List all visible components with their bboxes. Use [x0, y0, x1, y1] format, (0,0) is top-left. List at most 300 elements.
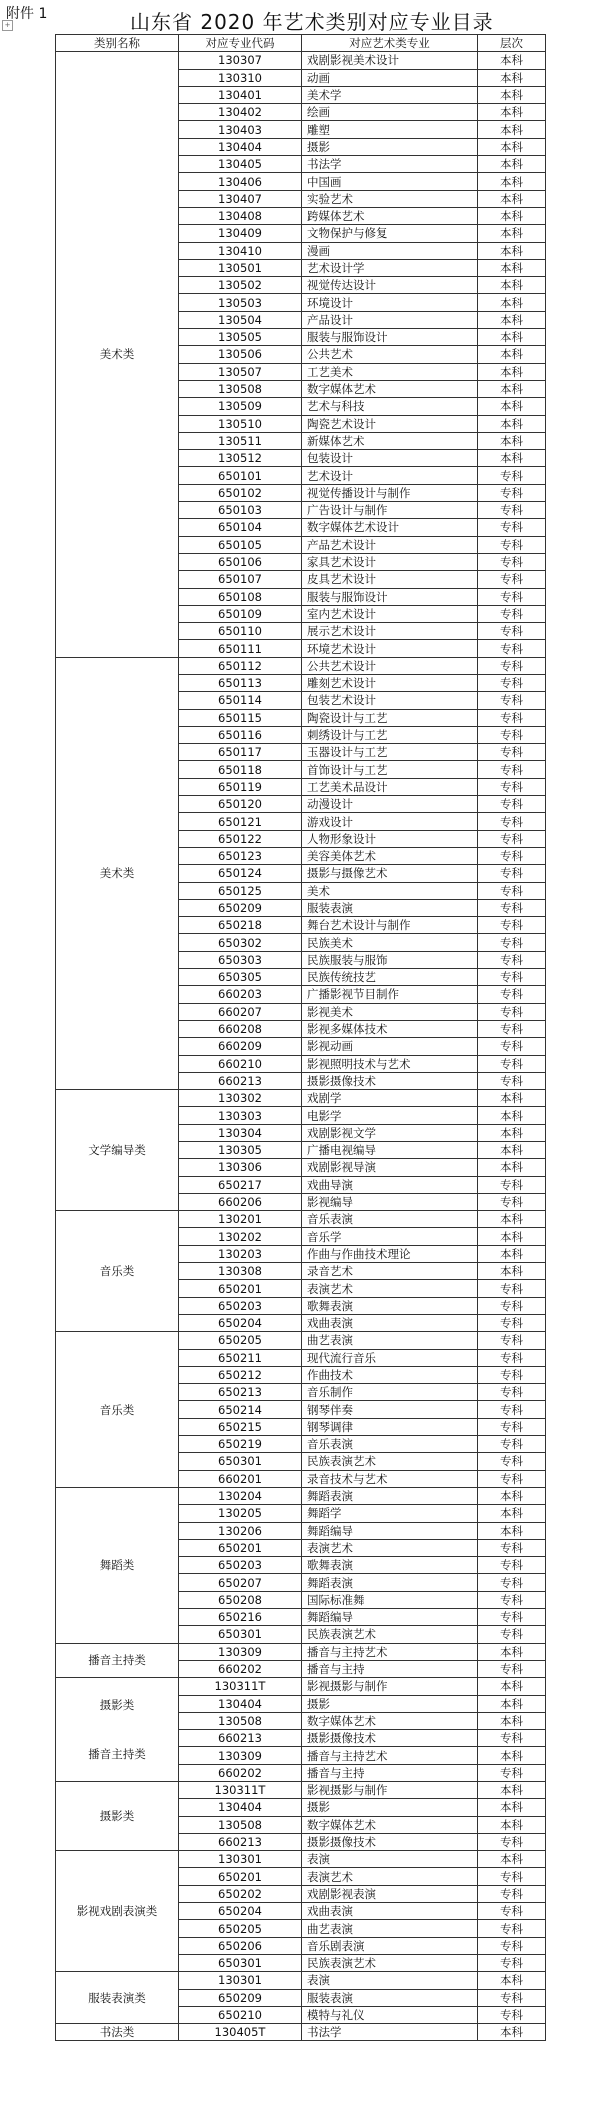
level-cell: 专科 — [478, 744, 546, 761]
major-code-cell: 650301 — [179, 1453, 302, 1470]
table-row — [56, 1972, 546, 1989]
category-cell: 舞蹈类 — [56, 1487, 179, 1643]
level-cell: 专科 — [478, 1193, 546, 1210]
major-code-cell: 650206 — [179, 1937, 302, 1954]
major-name-cell: 舞蹈编导 — [302, 1609, 478, 1626]
level-cell: 本科 — [478, 1090, 546, 1107]
major-name-cell: 影视动画 — [302, 1038, 478, 1055]
level-cell: 专科 — [478, 605, 546, 622]
major-name-cell: 电影学 — [302, 1107, 478, 1124]
major-name-cell: 影视摄影与制作 — [302, 1678, 478, 1695]
major-name-cell: 摄影 — [302, 1695, 478, 1712]
major-code-cell: 660213 — [179, 1833, 302, 1850]
level-cell: 专科 — [478, 1903, 546, 1920]
level-cell: 专科 — [478, 1072, 546, 1089]
major-name-cell: 民族美术 — [302, 934, 478, 951]
major-name-cell: 音乐制作 — [302, 1384, 478, 1401]
major-code-cell: 130508 — [179, 1712, 302, 1729]
level-cell: 本科 — [478, 1522, 546, 1539]
level-cell: 本科 — [478, 1107, 546, 1124]
major-code-cell: 650217 — [179, 1176, 302, 1193]
level-cell: 本科 — [478, 311, 546, 328]
major-code-cell: 650124 — [179, 865, 302, 882]
major-name-cell: 钢琴调律 — [302, 1418, 478, 1435]
major-code-cell: 650215 — [179, 1418, 302, 1435]
major-name-cell: 戏剧影视导演 — [302, 1159, 478, 1176]
major-name-cell: 舞蹈表演 — [302, 1574, 478, 1591]
major-name-cell: 工艺美术品设计 — [302, 778, 478, 795]
table-row — [56, 52, 546, 69]
level-cell: 本科 — [478, 104, 546, 121]
major-name-cell: 表演艺术 — [302, 1280, 478, 1297]
level-cell: 本科 — [478, 156, 546, 173]
major-code-cell: 130206 — [179, 1522, 302, 1539]
major-code-cell: 130406 — [179, 173, 302, 190]
table-row — [56, 657, 546, 674]
major-name-cell: 摄影摄像技术 — [302, 1730, 478, 1747]
major-code-cell: 660202 — [179, 1660, 302, 1677]
major-code-cell: 650123 — [179, 847, 302, 864]
level-cell: 本科 — [478, 52, 546, 69]
level-cell: 专科 — [478, 917, 546, 934]
major-code-cell: 650205 — [179, 1920, 302, 1937]
level-cell: 专科 — [478, 1003, 546, 1020]
level-cell: 专科 — [478, 1332, 546, 1349]
major-name-cell: 美术学 — [302, 86, 478, 103]
table-row — [56, 2024, 546, 2041]
level-cell: 专科 — [478, 1038, 546, 1055]
level-cell: 专科 — [478, 951, 546, 968]
major-name-cell: 舞蹈编导 — [302, 1522, 478, 1539]
major-code-cell: 130510 — [179, 415, 302, 432]
table-body — [56, 52, 546, 2041]
table-row — [56, 1211, 546, 1228]
level-cell: 本科 — [478, 363, 546, 380]
level-cell: 专科 — [478, 1349, 546, 1366]
level-cell: 专科 — [478, 934, 546, 951]
major-name-cell: 摄影摄像技术 — [302, 1833, 478, 1850]
major-name-cell: 播音与主持艺术 — [302, 1643, 478, 1660]
major-name-cell: 戏曲表演 — [302, 1314, 478, 1331]
page-title: 山东省 2020 年艺术类别对应专业目录 — [130, 10, 494, 34]
major-code-cell: 650119 — [179, 778, 302, 795]
level-cell: 专科 — [478, 519, 546, 536]
category-cell: 美术类 — [56, 52, 179, 657]
major-name-cell: 戏剧学 — [302, 1090, 478, 1107]
major-name-cell: 钢琴伴奏 — [302, 1401, 478, 1418]
table-row — [56, 1487, 546, 1504]
major-name-cell: 表演艺术 — [302, 1868, 478, 1885]
major-name-cell: 曲艺表演 — [302, 1332, 478, 1349]
major-code-cell: 650301 — [179, 1954, 302, 1971]
major-name-cell: 音乐学 — [302, 1228, 478, 1245]
major-name-cell: 产品设计 — [302, 311, 478, 328]
table-row — [56, 1851, 546, 1868]
major-code-cell: 130511 — [179, 432, 302, 449]
level-cell: 本科 — [478, 346, 546, 363]
major-name-cell: 音乐表演 — [302, 1211, 478, 1228]
level-cell: 本科 — [478, 1228, 546, 1245]
level-cell: 专科 — [478, 1885, 546, 1902]
level-cell: 专科 — [478, 536, 546, 553]
major-name-cell: 播音与主持 — [302, 1764, 478, 1781]
major-code-cell: 130509 — [179, 398, 302, 415]
major-code-cell: 650216 — [179, 1609, 302, 1626]
major-code-cell: 130305 — [179, 1142, 302, 1159]
major-code-cell: 650101 — [179, 467, 302, 484]
level-cell: 专科 — [478, 1401, 546, 1418]
level-cell: 本科 — [478, 1142, 546, 1159]
major-code-cell: 660210 — [179, 1055, 302, 1072]
major-name-cell: 录音技术与艺术 — [302, 1470, 478, 1487]
major-name-cell: 戏剧影视文学 — [302, 1124, 478, 1141]
major-name-cell: 作曲技术 — [302, 1366, 478, 1383]
level-cell: 本科 — [478, 1678, 546, 1695]
level-cell: 专科 — [478, 1453, 546, 1470]
major-name-cell: 模特与礼仪 — [302, 2006, 478, 2023]
major-name-cell: 实验艺术 — [302, 190, 478, 207]
level-cell: 专科 — [478, 1436, 546, 1453]
level-cell: 本科 — [478, 1972, 546, 1989]
level-cell: 本科 — [478, 1263, 546, 1280]
major-code-cell: 130405T — [179, 2024, 302, 2041]
major-name-cell: 摄影 — [302, 138, 478, 155]
major-name-cell: 广告设计与制作 — [302, 502, 478, 519]
major-name-cell: 动漫设计 — [302, 796, 478, 813]
major-name-cell: 广播电视编导 — [302, 1142, 478, 1159]
level-cell: 专科 — [478, 1989, 546, 2006]
level-cell: 专科 — [478, 1297, 546, 1314]
major-code-cell: 660202 — [179, 1764, 302, 1781]
major-name-cell: 游戏设计 — [302, 813, 478, 830]
category-cell — [56, 1678, 179, 1782]
major-code-cell: 650110 — [179, 623, 302, 640]
level-cell: 专科 — [478, 1470, 546, 1487]
level-cell: 专科 — [478, 1574, 546, 1591]
level-cell: 本科 — [478, 190, 546, 207]
category-cell: 文学编导类 — [56, 1090, 179, 1211]
major-code-cell: 660203 — [179, 986, 302, 1003]
major-code-cell: 650208 — [179, 1591, 302, 1608]
header-code: 对应专业代码 — [179, 35, 302, 52]
major-name-cell: 民族服装与服饰 — [302, 951, 478, 968]
major-name-cell: 现代流行音乐 — [302, 1349, 478, 1366]
level-cell: 本科 — [478, 1781, 546, 1798]
level-cell: 本科 — [478, 242, 546, 259]
major-code-cell: 130203 — [179, 1245, 302, 1262]
level-cell: 专科 — [478, 588, 546, 605]
major-name-cell: 广播影视节目制作 — [302, 986, 478, 1003]
level-cell: 专科 — [478, 882, 546, 899]
major-code-cell: 130310 — [179, 69, 302, 86]
major-code-cell: 650102 — [179, 484, 302, 501]
level-cell: 专科 — [478, 1764, 546, 1781]
level-cell: 专科 — [478, 1557, 546, 1574]
major-code-cell: 130504 — [179, 311, 302, 328]
table-anchor-icon: + — [2, 20, 13, 31]
category-label-secondary: 播音主持类 — [88, 1747, 146, 1762]
level-cell: 专科 — [478, 1314, 546, 1331]
major-name-cell: 舞蹈学 — [302, 1505, 478, 1522]
major-code-cell: 650114 — [179, 692, 302, 709]
level-cell: 本科 — [478, 1747, 546, 1764]
level-cell: 本科 — [478, 1643, 546, 1660]
level-cell: 本科 — [478, 415, 546, 432]
major-name-cell: 影视照明技术与艺术 — [302, 1055, 478, 1072]
major-code-cell: 130508 — [179, 1816, 302, 1833]
category-cell: 播音主持类 — [56, 1643, 179, 1678]
major-code-cell: 130302 — [179, 1090, 302, 1107]
major-code-cell: 650116 — [179, 726, 302, 743]
level-cell: 本科 — [478, 259, 546, 276]
major-code-cell: 130403 — [179, 121, 302, 138]
major-code-cell: 660206 — [179, 1193, 302, 1210]
level-cell: 专科 — [478, 1730, 546, 1747]
major-name-cell: 玉器设计与工艺 — [302, 744, 478, 761]
major-code-cell: 650202 — [179, 1885, 302, 1902]
major-name-cell: 数字媒体艺术设计 — [302, 519, 478, 536]
major-code-cell: 650125 — [179, 882, 302, 899]
level-cell: 本科 — [478, 398, 546, 415]
major-name-cell: 环境设计 — [302, 294, 478, 311]
major-name-cell: 室内艺术设计 — [302, 605, 478, 622]
major-code-cell: 660207 — [179, 1003, 302, 1020]
header-level: 层次 — [478, 35, 546, 52]
major-name-cell: 摄影 — [302, 1799, 478, 1816]
major-code-cell: 650106 — [179, 553, 302, 570]
level-cell: 专科 — [478, 1418, 546, 1435]
major-code-cell: 660213 — [179, 1730, 302, 1747]
table-header-row — [56, 35, 546, 52]
major-name-cell: 包装艺术设计 — [302, 692, 478, 709]
major-code-cell: 130306 — [179, 1159, 302, 1176]
level-cell: 本科 — [478, 1799, 546, 1816]
header-category: 类别名称 — [56, 35, 179, 52]
major-name-cell: 刺绣设计与工艺 — [302, 726, 478, 743]
level-cell: 本科 — [478, 225, 546, 242]
major-name-cell: 影视编导 — [302, 1193, 478, 1210]
level-cell: 专科 — [478, 1366, 546, 1383]
major-code-cell: 130409 — [179, 225, 302, 242]
major-name-cell: 音乐剧表演 — [302, 1937, 478, 1954]
major-code-cell: 650203 — [179, 1297, 302, 1314]
level-cell: 专科 — [478, 1626, 546, 1643]
major-code-cell: 650103 — [179, 502, 302, 519]
level-cell: 本科 — [478, 432, 546, 449]
major-code-cell: 650104 — [179, 519, 302, 536]
level-cell: 本科 — [478, 1211, 546, 1228]
major-name-cell: 书法学 — [302, 2024, 478, 2041]
major-name-cell: 表演艺术 — [302, 1539, 478, 1556]
level-cell: 专科 — [478, 674, 546, 691]
major-code-cell: 650209 — [179, 1989, 302, 2006]
major-name-cell: 家具艺术设计 — [302, 553, 478, 570]
level-cell: 专科 — [478, 1055, 546, 1072]
category-cell: 影视戏剧表演类 — [56, 1851, 179, 1972]
level-cell: 本科 — [478, 380, 546, 397]
major-code-cell: 650211 — [179, 1349, 302, 1366]
major-code-cell: 650207 — [179, 1574, 302, 1591]
major-code-cell: 130201 — [179, 1211, 302, 1228]
level-cell: 专科 — [478, 1660, 546, 1677]
level-cell: 专科 — [478, 1868, 546, 1885]
table-row — [56, 1781, 546, 1798]
major-name-cell: 民族表演艺术 — [302, 1954, 478, 1971]
major-name-cell: 中国画 — [302, 173, 478, 190]
major-name-cell: 舞台艺术设计与制作 — [302, 917, 478, 934]
level-cell: 专科 — [478, 1539, 546, 1556]
major-code-cell: 130303 — [179, 1107, 302, 1124]
level-cell: 专科 — [478, 1384, 546, 1401]
level-cell: 专科 — [478, 2006, 546, 2023]
level-cell: 专科 — [478, 467, 546, 484]
major-code-cell: 130505 — [179, 329, 302, 346]
table-row — [56, 1643, 546, 1660]
major-code-cell: 130405 — [179, 156, 302, 173]
major-code-cell: 650204 — [179, 1903, 302, 1920]
major-code-cell: 650213 — [179, 1384, 302, 1401]
major-name-cell: 漫画 — [302, 242, 478, 259]
major-code-cell: 130311T — [179, 1678, 302, 1695]
major-code-cell: 650107 — [179, 571, 302, 588]
major-code-cell: 650112 — [179, 657, 302, 674]
major-name-cell: 曲艺表演 — [302, 1920, 478, 1937]
major-code-cell: 650201 — [179, 1868, 302, 1885]
level-cell: 专科 — [478, 1920, 546, 1937]
major-code-cell: 650305 — [179, 969, 302, 986]
level-cell: 专科 — [478, 571, 546, 588]
major-code-cell: 130508 — [179, 380, 302, 397]
major-code-cell: 650120 — [179, 796, 302, 813]
category-cell: 音乐类 — [56, 1211, 179, 1332]
major-name-cell: 跨媒体艺术 — [302, 207, 478, 224]
category-cell: 摄影类 — [56, 1781, 179, 1850]
major-name-cell: 包装设计 — [302, 450, 478, 467]
major-code-cell: 130304 — [179, 1124, 302, 1141]
level-cell: 本科 — [478, 86, 546, 103]
level-cell: 专科 — [478, 865, 546, 882]
major-code-cell: 650118 — [179, 761, 302, 778]
level-cell: 专科 — [478, 640, 546, 657]
major-code-cell: 130404 — [179, 138, 302, 155]
major-code-cell: 650115 — [179, 709, 302, 726]
header-major: 对应艺术类专业 — [302, 35, 478, 52]
major-name-cell: 摄影摄像技术 — [302, 1072, 478, 1089]
level-cell: 专科 — [478, 1591, 546, 1608]
major-name-cell: 展示艺术设计 — [302, 623, 478, 640]
major-code-cell: 650301 — [179, 1626, 302, 1643]
category-cell: 服装表演类 — [56, 1972, 179, 2024]
major-name-cell: 戏曲导演 — [302, 1176, 478, 1193]
level-cell: 专科 — [478, 1020, 546, 1037]
level-cell: 专科 — [478, 1954, 546, 1971]
level-cell: 专科 — [478, 726, 546, 743]
major-code-cell: 650111 — [179, 640, 302, 657]
level-cell: 本科 — [478, 1245, 546, 1262]
major-name-cell: 舞蹈表演 — [302, 1487, 478, 1504]
major-name-cell: 影视美术 — [302, 1003, 478, 1020]
level-cell: 本科 — [478, 2024, 546, 2041]
major-name-cell: 首饰设计与工艺 — [302, 761, 478, 778]
major-name-cell: 人物形象设计 — [302, 830, 478, 847]
major-name-cell: 表演 — [302, 1851, 478, 1868]
major-code-cell: 650201 — [179, 1280, 302, 1297]
major-code-cell: 130503 — [179, 294, 302, 311]
level-cell: 专科 — [478, 692, 546, 709]
major-name-cell: 服装与服饰设计 — [302, 329, 478, 346]
level-cell: 专科 — [478, 1937, 546, 1954]
major-name-cell: 播音与主持 — [302, 1660, 478, 1677]
level-cell: 专科 — [478, 796, 546, 813]
major-code-cell: 660201 — [179, 1470, 302, 1487]
major-name-cell: 服装表演 — [302, 899, 478, 916]
level-cell: 专科 — [478, 709, 546, 726]
major-code-cell: 650121 — [179, 813, 302, 830]
major-name-cell: 新媒体艺术 — [302, 432, 478, 449]
major-code-cell: 130404 — [179, 1799, 302, 1816]
level-cell: 专科 — [478, 657, 546, 674]
level-cell: 本科 — [478, 121, 546, 138]
level-cell: 专科 — [478, 899, 546, 916]
table-row — [56, 1090, 546, 1107]
table-row — [56, 1678, 546, 1695]
major-catalog-table — [55, 34, 546, 2041]
major-name-cell: 雕刻艺术设计 — [302, 674, 478, 691]
major-code-cell: 650122 — [179, 830, 302, 847]
major-code-cell: 130402 — [179, 104, 302, 121]
level-cell: 本科 — [478, 1505, 546, 1522]
major-name-cell: 文物保护与修复 — [302, 225, 478, 242]
major-code-cell: 130205 — [179, 1505, 302, 1522]
major-code-cell: 650117 — [179, 744, 302, 761]
level-cell: 专科 — [478, 847, 546, 864]
major-name-cell: 播音与主持艺术 — [302, 1747, 478, 1764]
major-code-cell: 660213 — [179, 1072, 302, 1089]
major-code-cell: 650302 — [179, 934, 302, 951]
major-name-cell: 书法学 — [302, 156, 478, 173]
major-name-cell: 表演 — [302, 1972, 478, 1989]
major-code-cell: 650201 — [179, 1539, 302, 1556]
major-name-cell: 皮具艺术设计 — [302, 571, 478, 588]
major-code-cell: 660208 — [179, 1020, 302, 1037]
category-label: 摄影类 — [99, 1698, 135, 1713]
major-name-cell: 视觉传达设计 — [302, 277, 478, 294]
major-code-cell: 650303 — [179, 951, 302, 968]
major-code-cell: 130309 — [179, 1643, 302, 1660]
major-code-cell: 650209 — [179, 899, 302, 916]
major-code-cell: 130202 — [179, 1228, 302, 1245]
major-code-cell: 130309 — [179, 1747, 302, 1764]
major-name-cell: 美容美体艺术 — [302, 847, 478, 864]
major-name-cell: 国际标准舞 — [302, 1591, 478, 1608]
major-name-cell: 公共艺术设计 — [302, 657, 478, 674]
major-name-cell: 艺术与科技 — [302, 398, 478, 415]
major-name-cell: 录音艺术 — [302, 1263, 478, 1280]
major-name-cell: 影视摄影与制作 — [302, 1781, 478, 1798]
major-name-cell: 戏剧影视美术设计 — [302, 52, 478, 69]
major-name-cell: 影视多媒体技术 — [302, 1020, 478, 1037]
major-code-cell: 130410 — [179, 242, 302, 259]
major-name-cell: 数字媒体艺术 — [302, 1816, 478, 1833]
major-name-cell: 动画 — [302, 69, 478, 86]
level-cell: 专科 — [478, 1609, 546, 1626]
level-cell: 专科 — [478, 969, 546, 986]
major-name-cell: 服装表演 — [302, 1989, 478, 2006]
major-name-cell: 民族表演艺术 — [302, 1626, 478, 1643]
major-code-cell: 130308 — [179, 1263, 302, 1280]
level-cell: 专科 — [478, 1176, 546, 1193]
level-cell: 专科 — [478, 1833, 546, 1850]
